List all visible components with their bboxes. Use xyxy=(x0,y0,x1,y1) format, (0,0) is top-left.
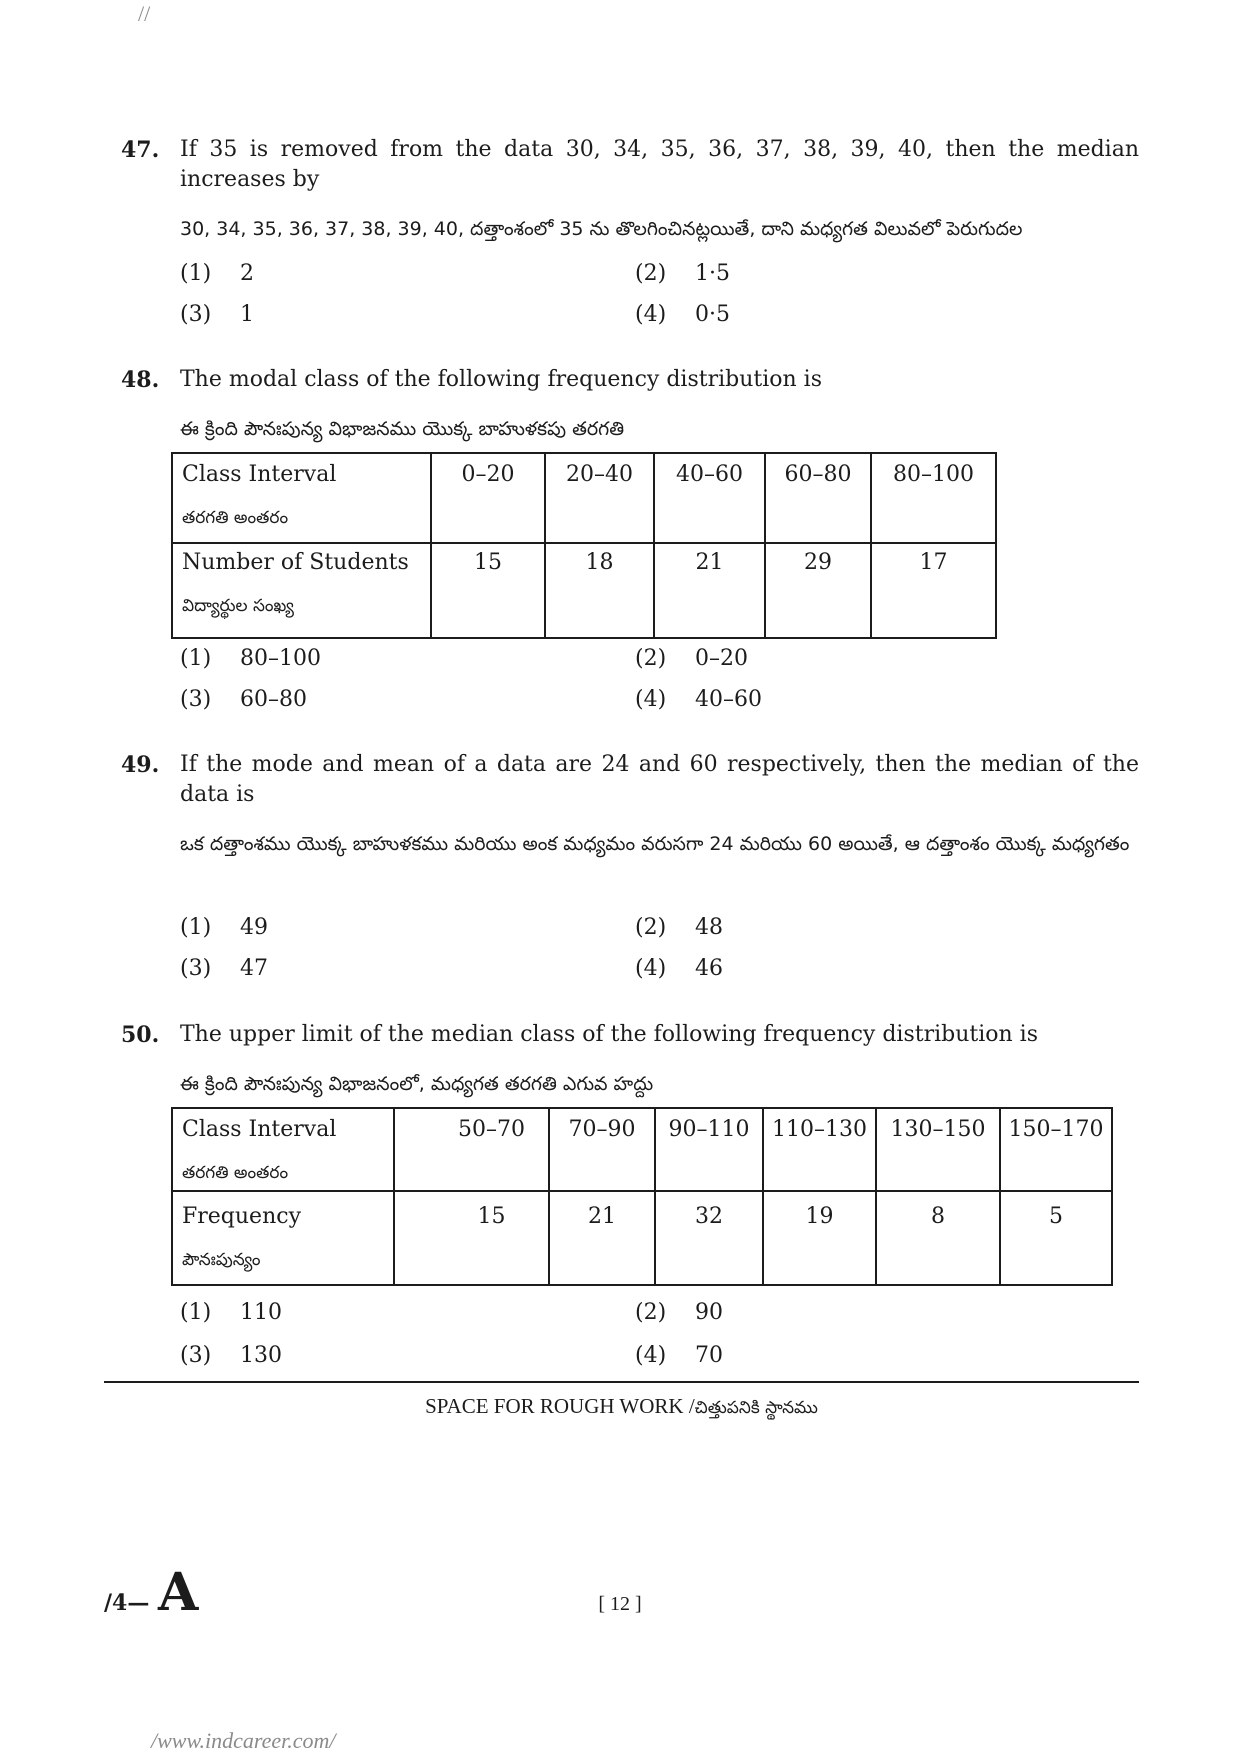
class-interval-row xyxy=(172,453,996,543)
frequency-cell: 32 xyxy=(655,1191,763,1285)
option-3 xyxy=(180,685,307,715)
option-label: (1) xyxy=(180,915,212,940)
option-2 xyxy=(635,644,748,674)
class-interval-cell: 90–110 xyxy=(655,1108,763,1191)
question-text-english: The modal class of the following frequency distribution is xyxy=(180,367,822,392)
option-1 xyxy=(180,913,268,943)
option-label: (3) xyxy=(180,1343,212,1368)
option-value: 1·5 xyxy=(695,261,730,286)
option-4 xyxy=(635,954,723,984)
option-label: (2) xyxy=(635,261,667,286)
class-interval-cell: 60–80 xyxy=(765,453,871,543)
class-interval-row xyxy=(172,1108,1112,1191)
option-label: (3) xyxy=(180,302,212,327)
option-label: (3) xyxy=(180,956,212,981)
rough-work-label-telugu: చిత్తుపనికి స్థానము xyxy=(694,1398,818,1418)
booklet-series: A xyxy=(158,1562,199,1623)
row-header-english: Class Interval xyxy=(182,1117,337,1142)
question-text-english: The upper limit of the median class of the following frequency distribution is xyxy=(180,1022,1038,1047)
option-label: (2) xyxy=(635,1300,667,1325)
row-header-telugu: తరగతి అంతరం xyxy=(182,1163,289,1183)
row-header-english: Number of Students xyxy=(182,550,409,575)
class-interval-cell: 80–100 xyxy=(871,453,996,543)
frequency-table xyxy=(171,1107,1113,1286)
option-value: 60–80 xyxy=(240,687,307,712)
option-value: 0·5 xyxy=(695,302,730,327)
row-header-english: Class Interval xyxy=(182,462,337,487)
rough-work-divider xyxy=(104,1381,1139,1383)
option-value: 46 xyxy=(695,956,723,981)
question-text-english: If the mode and mean of a data are 24 and 60 respectively, then the median of the data is xyxy=(180,752,1139,807)
class-interval-cell: 20–40 xyxy=(545,453,654,543)
option-value: 1 xyxy=(240,302,254,327)
row-header-english: Frequency xyxy=(182,1204,301,1229)
class-interval-cell: 50–70 xyxy=(394,1108,549,1191)
option-4 xyxy=(635,685,762,715)
class-interval-cell: 110–130 xyxy=(763,1108,876,1191)
row-header-telugu: విద్యార్థుల సంఖ్య xyxy=(182,596,294,616)
option-3 xyxy=(180,300,254,330)
option-label: (4) xyxy=(635,1343,667,1368)
option-2 xyxy=(635,913,723,943)
row-header-cell xyxy=(172,453,431,543)
option-value: 49 xyxy=(240,915,268,940)
frequency-cell: 17 xyxy=(871,543,996,638)
students-row xyxy=(172,543,996,638)
class-interval-cell: 150–170 xyxy=(1000,1108,1112,1191)
frequency-cell: 5 xyxy=(1000,1191,1112,1285)
option-value: 40–60 xyxy=(695,687,762,712)
option-label: (3) xyxy=(180,687,212,712)
page-number: [ 12 ] xyxy=(598,1593,642,1615)
option-label: (1) xyxy=(180,646,212,671)
option-4 xyxy=(635,1341,723,1371)
option-label: (1) xyxy=(180,261,212,286)
rough-work-label-english: SPACE FOR ROUGH WORK / xyxy=(425,1394,695,1418)
option-value: 90 xyxy=(695,1300,723,1325)
question-number: 47. xyxy=(121,137,160,163)
question-number: 50. xyxy=(121,1022,160,1048)
option-3 xyxy=(180,954,268,984)
class-interval-cell: 40–60 xyxy=(654,453,765,543)
question-text-english: If 35 is removed from the data 30, 34, 35, 36, 37, 38, 39, 40, then the median increases by xyxy=(180,137,1139,192)
option-value: 48 xyxy=(695,915,723,940)
question-text-telugu: 30, 34, 35, 36, 37, 38, 39, 40, దత్తాంశంలో 35 ను తొలగించినట్లయితే, దాని మధ్యగత విలువలో పెరుగుదల xyxy=(180,218,1023,240)
corner-mark: // xyxy=(138,1,151,26)
option-value: 0–20 xyxy=(695,646,748,671)
option-label: (4) xyxy=(635,956,667,981)
frequency-cell: 19 xyxy=(763,1191,876,1285)
frequency-cell: 21 xyxy=(654,543,765,638)
option-label: (4) xyxy=(635,302,667,327)
option-label: (1) xyxy=(180,1300,212,1325)
question-number: 49. xyxy=(121,752,160,778)
row-header-telugu: తరగతి అంతరం xyxy=(182,508,289,528)
option-value: 2 xyxy=(240,261,254,286)
class-interval-cell: 70–90 xyxy=(549,1108,655,1191)
frequency-row xyxy=(172,1191,1112,1285)
option-value: 47 xyxy=(240,956,268,981)
question-text-telugu: ఈ క్రింది పౌనఃపున్య విభాజనము యొక్క బాహుళకపు తరగతి xyxy=(180,418,625,440)
question-number: 48. xyxy=(121,367,160,393)
question-text-telugu: ఈ క్రింది పౌనఃపున్య విభాజనంలో, మధ్యగత తరగతి ఎగువ హద్దు xyxy=(180,1073,654,1095)
option-1 xyxy=(180,259,254,289)
option-value: 70 xyxy=(695,1343,723,1368)
option-label: (2) xyxy=(635,915,667,940)
option-4 xyxy=(635,300,730,330)
option-1 xyxy=(180,1298,282,1328)
row-header-cell xyxy=(172,543,431,638)
question-text-telugu: ఒక దత్తాంశము యొక్క బాహుళకము మరియు అంక మధ్యమం వరుసగా 24 మరియు 60 అయితే, ఆ దత్తాంశం యొక్క మధ్యగతం xyxy=(180,833,1130,855)
option-3 xyxy=(180,1341,282,1371)
frequency-cell: 21 xyxy=(549,1191,655,1285)
frequency-cell: 29 xyxy=(765,543,871,638)
frequency-cell: 8 xyxy=(876,1191,1000,1285)
booklet-code: /4— xyxy=(104,1590,150,1616)
frequency-cell: 15 xyxy=(394,1191,549,1285)
option-2 xyxy=(635,1298,723,1328)
option-label: (4) xyxy=(635,687,667,712)
option-1 xyxy=(180,644,321,674)
frequency-cell: 15 xyxy=(431,543,545,638)
option-label: (2) xyxy=(635,646,667,671)
option-2 xyxy=(635,259,730,289)
source-watermark: /www.indcareer.com/ xyxy=(151,1728,336,1753)
row-header-cell xyxy=(172,1108,394,1191)
option-value: 130 xyxy=(240,1343,282,1368)
rough-work-label xyxy=(104,1394,1139,1420)
frequency-table xyxy=(171,452,997,639)
row-header-telugu: పౌనఃపున్యం xyxy=(182,1250,261,1270)
frequency-cell: 18 xyxy=(545,543,654,638)
class-interval-cell: 0–20 xyxy=(431,453,545,543)
option-value: 110 xyxy=(240,1300,282,1325)
option-value: 80–100 xyxy=(240,646,321,671)
row-header-cell xyxy=(172,1191,394,1285)
class-interval-cell: 130–150 xyxy=(876,1108,1000,1191)
